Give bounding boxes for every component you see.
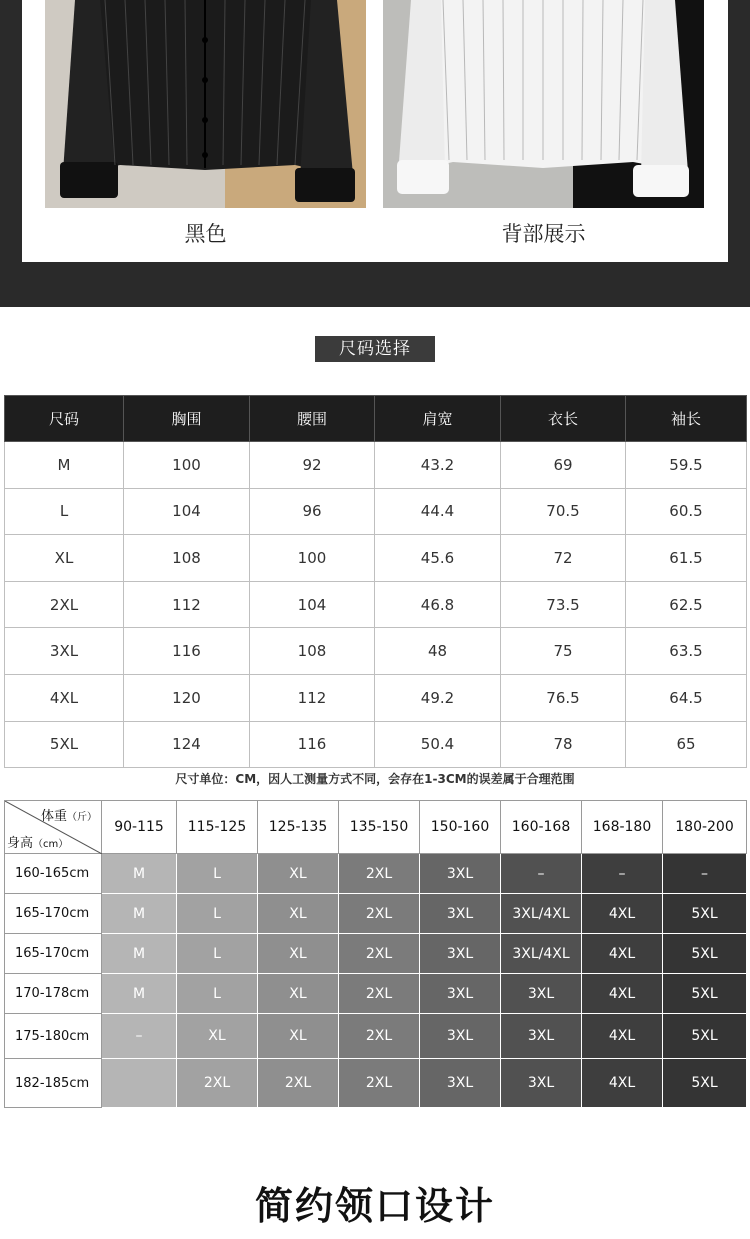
height-range: 165-170cm bbox=[5, 934, 102, 974]
weight-range: 125-135 bbox=[258, 801, 339, 854]
table-row bbox=[5, 674, 747, 721]
fit-cell: XL bbox=[258, 894, 339, 934]
cell: 63.5 bbox=[626, 628, 747, 675]
cell: 45.6 bbox=[375, 535, 501, 582]
cell: 104 bbox=[124, 488, 250, 535]
fit-row bbox=[5, 1014, 747, 1059]
cell: 124 bbox=[124, 721, 250, 768]
cell: 46.8 bbox=[375, 581, 501, 628]
fit-cell: 3XL/4XL bbox=[501, 894, 582, 934]
fit-cell: L bbox=[177, 854, 258, 894]
cell: 100 bbox=[250, 535, 375, 582]
section-headline: 简约领口设计 bbox=[254, 1184, 495, 1228]
size-chart-header-row bbox=[5, 396, 747, 442]
header-length: 衣长 bbox=[501, 396, 626, 442]
height-axis-label: 身高（cm） bbox=[7, 836, 69, 851]
height-range: 175-180cm bbox=[5, 1014, 102, 1059]
caption-back-view: 背部展示 bbox=[501, 222, 586, 246]
weight-range: 160-168 bbox=[501, 801, 582, 854]
header-size: 尺码 bbox=[5, 396, 124, 442]
cell: 59.5 bbox=[626, 442, 747, 489]
cell: M bbox=[5, 442, 124, 489]
cell: 112 bbox=[250, 674, 375, 721]
cell: 116 bbox=[124, 628, 250, 675]
fit-row bbox=[5, 934, 747, 974]
cell: 65 bbox=[626, 721, 747, 768]
photo-band bbox=[0, 0, 750, 307]
cell: 92 bbox=[250, 442, 375, 489]
cell: 3XL bbox=[5, 628, 124, 675]
cell: 2XL bbox=[5, 581, 124, 628]
cell: 4XL bbox=[5, 674, 124, 721]
fit-cell: 2XL bbox=[339, 974, 420, 1014]
fit-row bbox=[5, 854, 747, 894]
fit-cell: 5XL bbox=[663, 974, 747, 1014]
fit-cell: 5XL bbox=[663, 1014, 747, 1059]
fit-cell: – bbox=[102, 1014, 177, 1059]
fit-cell: M bbox=[102, 854, 177, 894]
fit-cell: L bbox=[177, 974, 258, 1014]
fit-cell: 4XL bbox=[582, 894, 663, 934]
table-row bbox=[5, 581, 747, 628]
cell: 75 bbox=[501, 628, 626, 675]
fit-row bbox=[5, 974, 747, 1014]
fit-cell: 2XL bbox=[339, 934, 420, 974]
caption-black: 黑色 bbox=[184, 222, 227, 246]
product-photo-black bbox=[45, 0, 366, 208]
cell: 72 bbox=[501, 535, 626, 582]
fit-cell bbox=[102, 1059, 177, 1108]
cell: 64.5 bbox=[626, 674, 747, 721]
fit-cell: 4XL bbox=[582, 974, 663, 1014]
fit-cell: 5XL bbox=[663, 934, 747, 974]
fit-cell: 4XL bbox=[582, 1014, 663, 1059]
weight-axis-label: 体重（斤） bbox=[40, 809, 97, 824]
weight-range: 150-160 bbox=[420, 801, 501, 854]
size-chart-table bbox=[4, 395, 747, 768]
corner-header bbox=[5, 801, 102, 854]
fit-cell: 3XL bbox=[420, 854, 501, 894]
cell: 48 bbox=[375, 628, 501, 675]
fit-cell: L bbox=[177, 934, 258, 974]
table-row bbox=[5, 535, 747, 582]
header-shoulder: 肩宽 bbox=[375, 396, 501, 442]
fit-cell: XL bbox=[258, 854, 339, 894]
product-photo-back bbox=[383, 0, 704, 208]
fit-cell: 5XL bbox=[663, 894, 747, 934]
cell: 108 bbox=[124, 535, 250, 582]
fit-cell: 3XL bbox=[501, 1014, 582, 1059]
fit-cell: XL bbox=[258, 934, 339, 974]
height-range: 170-178cm bbox=[5, 974, 102, 1014]
cell: 100 bbox=[124, 442, 250, 489]
cell: 73.5 bbox=[501, 581, 626, 628]
cell: 5XL bbox=[5, 721, 124, 768]
fit-header-row bbox=[5, 801, 747, 854]
fit-cell: XL bbox=[258, 1014, 339, 1059]
cell: 62.5 bbox=[626, 581, 747, 628]
fit-cell: XL bbox=[258, 974, 339, 1014]
weight-range: 135-150 bbox=[339, 801, 420, 854]
cell: 116 bbox=[250, 721, 375, 768]
fit-cell: 3XL bbox=[420, 1014, 501, 1059]
fit-cell: XL bbox=[177, 1014, 258, 1059]
photo-card bbox=[22, 0, 728, 262]
cell: 69 bbox=[501, 442, 626, 489]
weight-range: 115-125 bbox=[177, 801, 258, 854]
fit-cell: 5XL bbox=[663, 1059, 747, 1108]
fit-cell: 3XL bbox=[501, 974, 582, 1014]
fit-cell: M bbox=[102, 974, 177, 1014]
fit-cell: 3XL/4XL bbox=[501, 934, 582, 974]
table-row bbox=[5, 442, 747, 489]
cell: 108 bbox=[250, 628, 375, 675]
fit-recommendation-table bbox=[4, 800, 747, 1108]
header-sleeve: 袖长 bbox=[626, 396, 747, 442]
fit-row bbox=[5, 1059, 747, 1108]
cell: 50.4 bbox=[375, 721, 501, 768]
fit-cell: 4XL bbox=[582, 1059, 663, 1108]
fit-cell: 2XL bbox=[258, 1059, 339, 1108]
cell: 60.5 bbox=[626, 488, 747, 535]
cell: 49.2 bbox=[375, 674, 501, 721]
weight-range: 90-115 bbox=[102, 801, 177, 854]
fit-cell: – bbox=[501, 854, 582, 894]
weight-range: 168-180 bbox=[582, 801, 663, 854]
cell: 104 bbox=[250, 581, 375, 628]
cell: 120 bbox=[124, 674, 250, 721]
fit-cell: M bbox=[102, 934, 177, 974]
fit-cell: 2XL bbox=[339, 1014, 420, 1059]
fit-cell: 3XL bbox=[420, 894, 501, 934]
height-range: 160-165cm bbox=[5, 854, 102, 894]
cell: 61.5 bbox=[626, 535, 747, 582]
fit-cell: 3XL bbox=[420, 934, 501, 974]
header-waist: 腰围 bbox=[250, 396, 375, 442]
fit-cell: L bbox=[177, 894, 258, 934]
size-section-label: 尺码选择 bbox=[315, 336, 435, 362]
header-chest: 胸围 bbox=[124, 396, 250, 442]
height-range: 182-185cm bbox=[5, 1059, 102, 1108]
weight-range: 180-200 bbox=[663, 801, 747, 854]
fit-cell: 2XL bbox=[339, 894, 420, 934]
cell: 76.5 bbox=[501, 674, 626, 721]
fit-cell: 2XL bbox=[339, 854, 420, 894]
cell: 78 bbox=[501, 721, 626, 768]
table-row bbox=[5, 628, 747, 675]
table-row bbox=[5, 721, 747, 768]
fit-cell: 2XL bbox=[339, 1059, 420, 1108]
cell: 96 bbox=[250, 488, 375, 535]
cell: 43.2 bbox=[375, 442, 501, 489]
fit-row bbox=[5, 894, 747, 934]
cell: 112 bbox=[124, 581, 250, 628]
measurement-note: 尺寸单位：CM，因人工测量方式不同，会存在1-3CM的误差属于合理范围 bbox=[175, 772, 575, 786]
fit-cell: 3XL bbox=[420, 1059, 501, 1108]
fit-cell: 3XL bbox=[420, 974, 501, 1014]
fit-cell: 2XL bbox=[177, 1059, 258, 1108]
fit-cell: M bbox=[102, 894, 177, 934]
cell: 44.4 bbox=[375, 488, 501, 535]
height-range: 165-170cm bbox=[5, 894, 102, 934]
fit-cell: – bbox=[663, 854, 747, 894]
cell: XL bbox=[5, 535, 124, 582]
table-row bbox=[5, 488, 747, 535]
fit-cell: 3XL bbox=[501, 1059, 582, 1108]
fit-cell: – bbox=[582, 854, 663, 894]
cell: L bbox=[5, 488, 124, 535]
fit-cell: 4XL bbox=[582, 934, 663, 974]
cell: 70.5 bbox=[501, 488, 626, 535]
